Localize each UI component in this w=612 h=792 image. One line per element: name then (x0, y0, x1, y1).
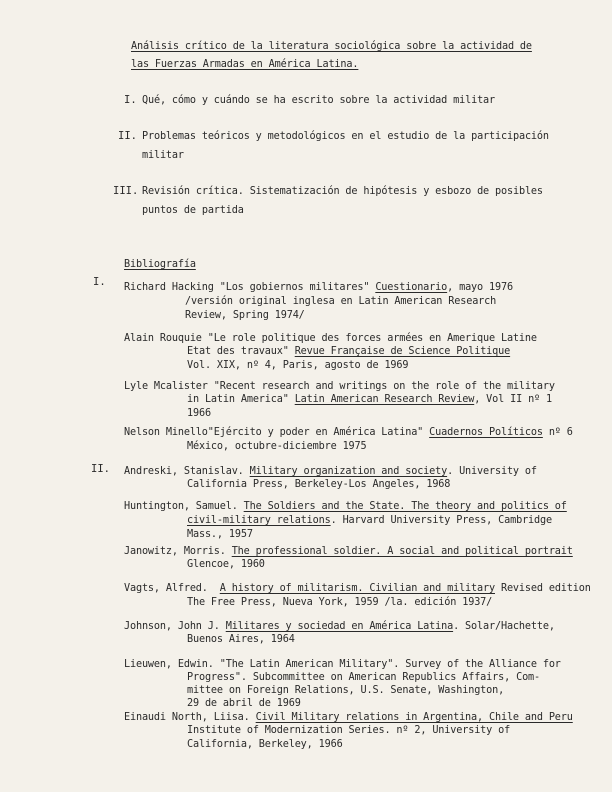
entry-text: Vol. XIX, nº 4, Paris, agosto de 1969 (187, 360, 409, 371)
entry-text: Huntington, Samuel. (124, 501, 244, 512)
entry-title: Militares y sociedad en América Latina (225, 621, 454, 632)
entry-title: Revue Française de Science Politique (294, 346, 511, 357)
entry-text: . University of (447, 466, 537, 477)
entry-text: Richard Hacking "Los gobiernos militares" (124, 282, 376, 293)
outline-item-text: Problemas teóricos y metodológicos en el estudio de la participación (142, 131, 549, 142)
entry-text: 29 de abril de 1969 (187, 698, 301, 709)
entry-title: The professional soldier. A social and political portrait (231, 546, 573, 557)
entry-text: , Vol II nº 1 (474, 394, 553, 405)
entry-text: Buenos Aires, 1964 (187, 634, 295, 645)
entry-title: civil-military relations (187, 515, 331, 526)
outline-item-text: militar (142, 150, 184, 161)
entry-text: Lieuwen, Edwin. "The Latin American Military". Survey of the Alliance for (124, 659, 561, 670)
entry-text: in Latin America" (187, 394, 295, 405)
section-label: I. (93, 276, 106, 288)
entry-text: nº 6 (542, 427, 573, 438)
entry-text: mittee on Foreign Relations, U.S. Senate, Washington, (187, 685, 505, 696)
entry-title: Cuestionario (375, 282, 448, 293)
outline-number: I. (124, 94, 137, 106)
entry-text: /versión original inglesa en Latin American Research (185, 296, 497, 307)
entry-text: California Press, Berkeley-Los Angeles, 1968 (187, 479, 451, 490)
entry-text: 1966 (187, 408, 211, 419)
entry-title: Latin American Research Review (294, 394, 475, 405)
outline-item-text: puntos de partida (142, 205, 244, 216)
entry-text: Etat des travaux" (187, 346, 295, 357)
section-label: II. (91, 463, 110, 475)
entry-text: México, octubre-diciembre 1975 (187, 441, 367, 452)
entry-text: California, Berkeley, 1966 (187, 739, 343, 750)
entry-text: Nelson Minello"Ejército y poder en América Latina" (124, 427, 430, 438)
entry-text: Progress". Subcommittee on American Republics Affairs, Com- (187, 672, 541, 683)
entry-title: Military organization and society (249, 466, 448, 477)
entry-text: Institute of Modernization Series. nº 2, University of (187, 725, 511, 736)
outline-number: III. (113, 185, 139, 197)
entry-text: Janowitz, Morris. (124, 546, 232, 557)
entry-text: . Harvard University Press, Cambridge (330, 515, 552, 526)
entry-text: Einaudi North, Liisa. (124, 712, 256, 723)
entry-text: Revised edition (494, 583, 591, 594)
entry-title: The Soldiers and the State. The theory and politics of (243, 501, 567, 512)
entry-title: Cuadernos Políticos (429, 427, 543, 438)
entry-text: Lyle Mcalister "Recent research and writings on the role of the military (124, 381, 555, 392)
entry-title: A history of militarism. Civilian and military (219, 583, 495, 594)
document-title-line-1: Análisis crítico de la literatura sociológica sobre la actividad de (131, 41, 532, 52)
entry-text: . Solar/Hachette, (453, 621, 555, 632)
entry-text: , mayo 1976 (447, 282, 513, 293)
entry-text: Glencoe, 1960 (187, 559, 265, 570)
entry-text: The Free Press, Nueva York, 1959 /la. edición 1937/ (187, 597, 493, 608)
document-title-line-2: las Fuerzas Armadas en América Latina. (131, 59, 359, 70)
outline-item-text: Qué, cómo y cuándo se ha escrito sobre la actividad militar (142, 95, 496, 106)
entry-text: Mass., 1957 (187, 529, 253, 540)
entry-text: Alain Rouquie "Le role politique des forces armées en Amerique Latine (124, 333, 537, 344)
entry-text: Vagts, Alfred. (124, 583, 220, 594)
entry-title: Civil Military relations in Argentina, Chile and Peru (255, 712, 573, 723)
outline-number: II. (118, 130, 137, 142)
entry-text: Andreski, Stanislav. (124, 466, 250, 477)
entry-text: Review, Spring 1974/ (185, 310, 305, 321)
outline-item-text: Revisión crítica. Sistematización de hipótesis y esbozo de posibles (142, 186, 543, 197)
bibliography-heading: Bibliografía (124, 259, 196, 270)
entry-text: Johnson, John J. (124, 621, 226, 632)
